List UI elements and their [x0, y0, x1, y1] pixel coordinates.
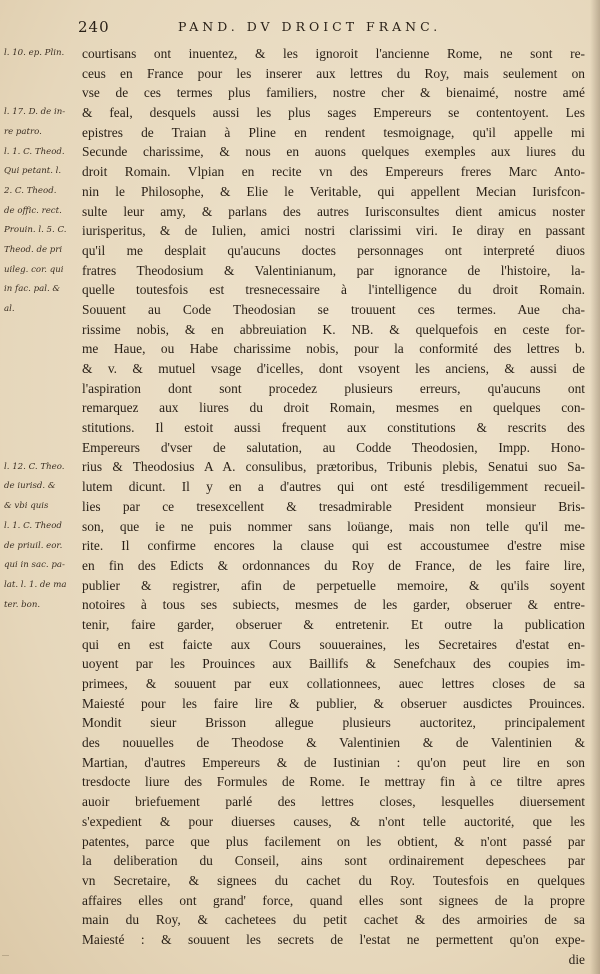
margin-note: qui in sac. pa- — [4, 560, 65, 571]
text-line: Martian, d'autres Empereurs & de Iustinian : qu'on peut lire en son — [82, 754, 585, 770]
text-line: s'expedient & pour diuerses causes, & n'ont telle auctorité, que les — [82, 813, 585, 829]
margin-note: al. — [4, 304, 15, 315]
text-line: rite. Il confirme encores la clause qui est accoustumee d'estre mise — [82, 538, 585, 554]
text-line: & v. & mutuel vsage d'icelles, dont vsoyent les anciens, & aussi de — [82, 361, 585, 376]
text-line: fratres Theodosium & Valentinianum, par ignorance de l'histoire, la- — [82, 262, 585, 278]
margin-note: & vbi quis — [4, 501, 49, 512]
text-line: ceus en France pour les inserer aux lettres du Roy, mais seulement on — [82, 65, 585, 81]
text-line: Souuent au Code Theodosian se trouuent ces termes. Aue cha- — [82, 301, 585, 317]
text-line: qui en est faicte aux Cours souueraines, les Secretaires d'estat en- — [82, 636, 585, 652]
page-number: 240 — [78, 18, 110, 36]
margin-note: Prouin. l. 5. C. — [4, 225, 67, 236]
text-line: l'aspiration dont sont procedez plusieurs erreurs, qu'aucuns ont — [82, 380, 585, 396]
margin-note: de iurisd. & — [4, 481, 56, 492]
margin-note: de priuil. eor. — [4, 540, 63, 551]
text-line: & feal, desquels aussi les plus sages Empereurs se contentoyent. Les — [82, 105, 585, 121]
text-line: son, que ie ne puis nommer sans loüange, mais non telle qu'il me- — [82, 518, 585, 534]
text-line: primees, & souuent par eux collationnees, auec lettres closes de sa — [82, 676, 585, 691]
text-line: lies par ce tresexcellent & tresadmirable President monsieur Bris- — [82, 498, 585, 514]
margin-note: Qui petant. l. — [4, 166, 62, 177]
text-line: vse de ces termes plus familiers, nostre cher & bienaimé, nostre amé — [82, 85, 585, 101]
text-line: publier & registrer, afin de perpetuelle memoire, & qu'ils soyent — [82, 577, 585, 593]
margin-note: l. 12. C. Theo. — [4, 461, 65, 472]
text-line: me Haue, ou Habe charissime nobis, pour la conformité des lettres b. — [82, 341, 585, 357]
page-edge-mark — [2, 955, 9, 956]
text-line: la deliberation du Conseil, ains sont ordinairement depeschees par — [82, 853, 585, 869]
page-gutter-shadow — [590, 0, 600, 974]
margin-note: l. 10. ep. Plin. — [4, 48, 65, 58]
margin-note: l. 1. C. Theod — [4, 520, 62, 531]
text-line: affaires elles ont grand' force, quand elles sont signees de la propre — [82, 892, 585, 908]
text-line: qu'il me desplait qu'aucuns doctes personnages ont interpreté diuos — [82, 242, 585, 258]
text-line: Mondit sieur Brisson allegue plusieurs auctoritez, principalement — [82, 715, 585, 731]
text-line: stitutions. Il estoit aussi frequent aux constitutions & rescrits des — [82, 420, 585, 436]
text-line: main du Roy, & cachetees du petit cachet & des armoiries de sa — [82, 912, 585, 928]
text-line: iurisperitus, & de Iulien, amici nostri clarissimi viri. Ie diray en passant — [82, 223, 585, 239]
margin-note: in fac. pal. & — [4, 284, 61, 295]
margin-note: 2. C. Theod. — [4, 185, 57, 196]
text-line: auoir briefuement parlé des lettres closes, lesquelles diuersement — [82, 794, 585, 810]
text-line: droit Romain. Vlpian en recite vn des Empereurs freres Marc Anto- — [82, 164, 585, 180]
margin-note: uileg. cor. qui — [4, 264, 64, 275]
text-line: courtisans ont inuentez, & les ignoroit l'ancienne Rome, ne sont re- — [82, 46, 585, 61]
text-line: rissime nobis, & en abbreuiation K. NB. & quelquefois en ceste for- — [82, 321, 585, 337]
text-line: Empereurs d'vser de salutation, au Codde Theodosien, Impp. Hono- — [82, 439, 585, 455]
running-title: PAND. DV DROICT FRANC. — [178, 19, 442, 34]
text-line: tenir, faire garder, obseruer & entretenir. Et outre la publication — [82, 616, 585, 632]
body-text — [82, 44, 585, 969]
text-line: rius & Theodosius A A. consulibus, prætoribus, Tribunis plebis, Senatui suo Sa- — [82, 459, 585, 475]
text-line: remarquez aux liures du droit Romain, mesmes en quelques con- — [82, 400, 585, 416]
text-line: nin le Philosophe, & Elie le Veritable, qui appellent Mecian Iurisfcon- — [82, 183, 585, 199]
text-line: vn Secretaire, & signees du cachet du Roy. Toutesfois en quelques — [82, 872, 585, 888]
text-line: quelle toutesfois est tresnecessaire à l'intelligence du droit Romain. — [82, 282, 585, 298]
page-header — [78, 18, 588, 38]
margin-note: re patro. — [4, 126, 42, 137]
margin-note: lat. l. 1. de ma — [4, 579, 67, 590]
text-line: tresdocte liure des Formules de Rome. Ie mettray fin à ce tiltre apres — [82, 774, 585, 790]
text-line: uoyent par les Prouinces aux Baillifs & Senefchaux des coupies im- — [82, 656, 585, 672]
text-line: Secunde charissime, & nous en auons quelques exemples aux liures du — [82, 144, 585, 160]
text-line: epistres de Traian à Pline en rendent tesmoignage, qu'il appelle mi — [82, 124, 585, 140]
text-line: en fin des Edicts & ordonnances du Roy de France, de les faire lire, — [82, 557, 585, 573]
text-line: lutem dicunt. Il y en a d'autres qui ont esté tresdiligemment recueil- — [82, 479, 585, 495]
text-line: des nouuelles de Theodose & Valentinien & de Valentinien & — [82, 735, 585, 751]
margin-note: l. 17. D. de in- — [4, 107, 66, 118]
margin-note: de offic. rect. — [4, 205, 62, 216]
text-line: sulte leur amy, & parlans des autres Iurisconsultes dient amicus noster — [82, 203, 585, 219]
text-line: Maiesté : & souuent les secrets de l'estat ne permettent qu'on expe- — [82, 931, 585, 947]
text-line: notoires à tous ses subiects, mesmes de les garder, obseruer & entre- — [82, 597, 585, 613]
text-line: patentes, parce que plus facilement on les obtient, & n'ont passé par — [82, 833, 585, 849]
margin-note: Theod. de pri — [4, 245, 63, 255]
text-line: die — [568, 951, 585, 967]
text-line: Maiesté pour les faire lire & publier, & obseruer ausdictes Prouinces. — [82, 695, 585, 711]
margin-note: l. 1. C. Theod. — [4, 146, 65, 157]
margin-note: ter. bon. — [4, 599, 41, 610]
